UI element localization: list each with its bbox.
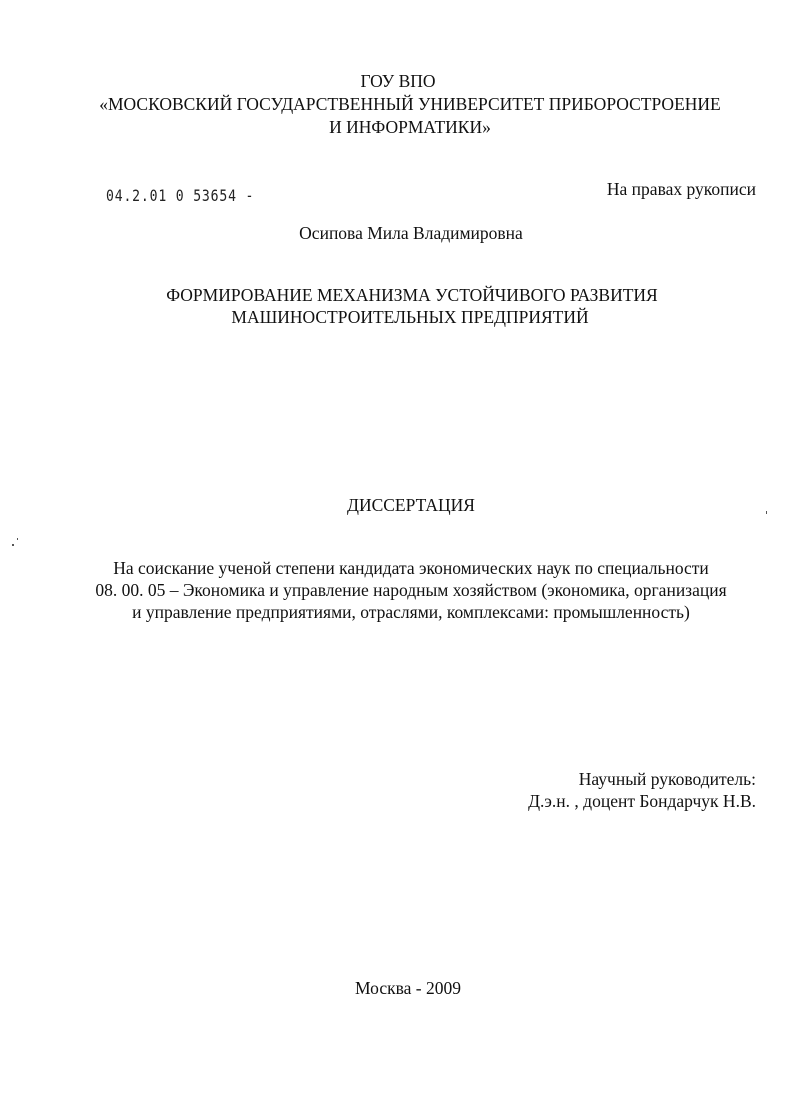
supervisor-label: Научный руководитель: xyxy=(578,769,756,789)
degree-line3: и управление предприятиями, отраслями, комплексами: промышленность) xyxy=(132,602,690,622)
university-name-line1: «МОСКОВСКИЙ ГОСУДАРСТВЕННЫЙ УНИВЕРСИТЕТ ПРИБОРОСТРОЕНИЕ xyxy=(99,94,721,114)
degree-line1: На соискание ученой степени кандидата экономических наук по специальности xyxy=(113,558,709,578)
dissertation-title-line1: ФОРМИРОВАНИЕ МЕХАНИЗМА УСТОЙЧИВОГО РАЗВИТИЯ xyxy=(166,285,658,305)
registration-stamp: 04.2.01 0 53654 - xyxy=(106,186,255,205)
manuscript-rights: На правах рукописи xyxy=(606,179,756,199)
document-type: ДИССЕРТАЦИЯ xyxy=(347,495,475,515)
scan-speck xyxy=(17,538,18,540)
supervisor-name: Д.э.н. , доцент Бондарчук Н.В. xyxy=(528,791,756,811)
degree-line2: 08. 00. 05 – Экономика и управление народным хозяйством (экономика, организация xyxy=(95,580,727,600)
place-year: Москва - 2009 xyxy=(355,978,461,998)
author-name: Осипова Мила Владимировна xyxy=(299,223,523,243)
university-name-line2: И ИНФОРМАТИКИ» xyxy=(329,117,491,137)
dissertation-title-line2: МАШИНОСТРОИТЕЛЬНЫХ ПРЕДПРИЯТИЙ xyxy=(231,307,589,327)
org-type: ГОУ ВПО xyxy=(360,71,436,91)
scan-speck xyxy=(766,511,767,514)
scan-speck xyxy=(12,544,14,546)
